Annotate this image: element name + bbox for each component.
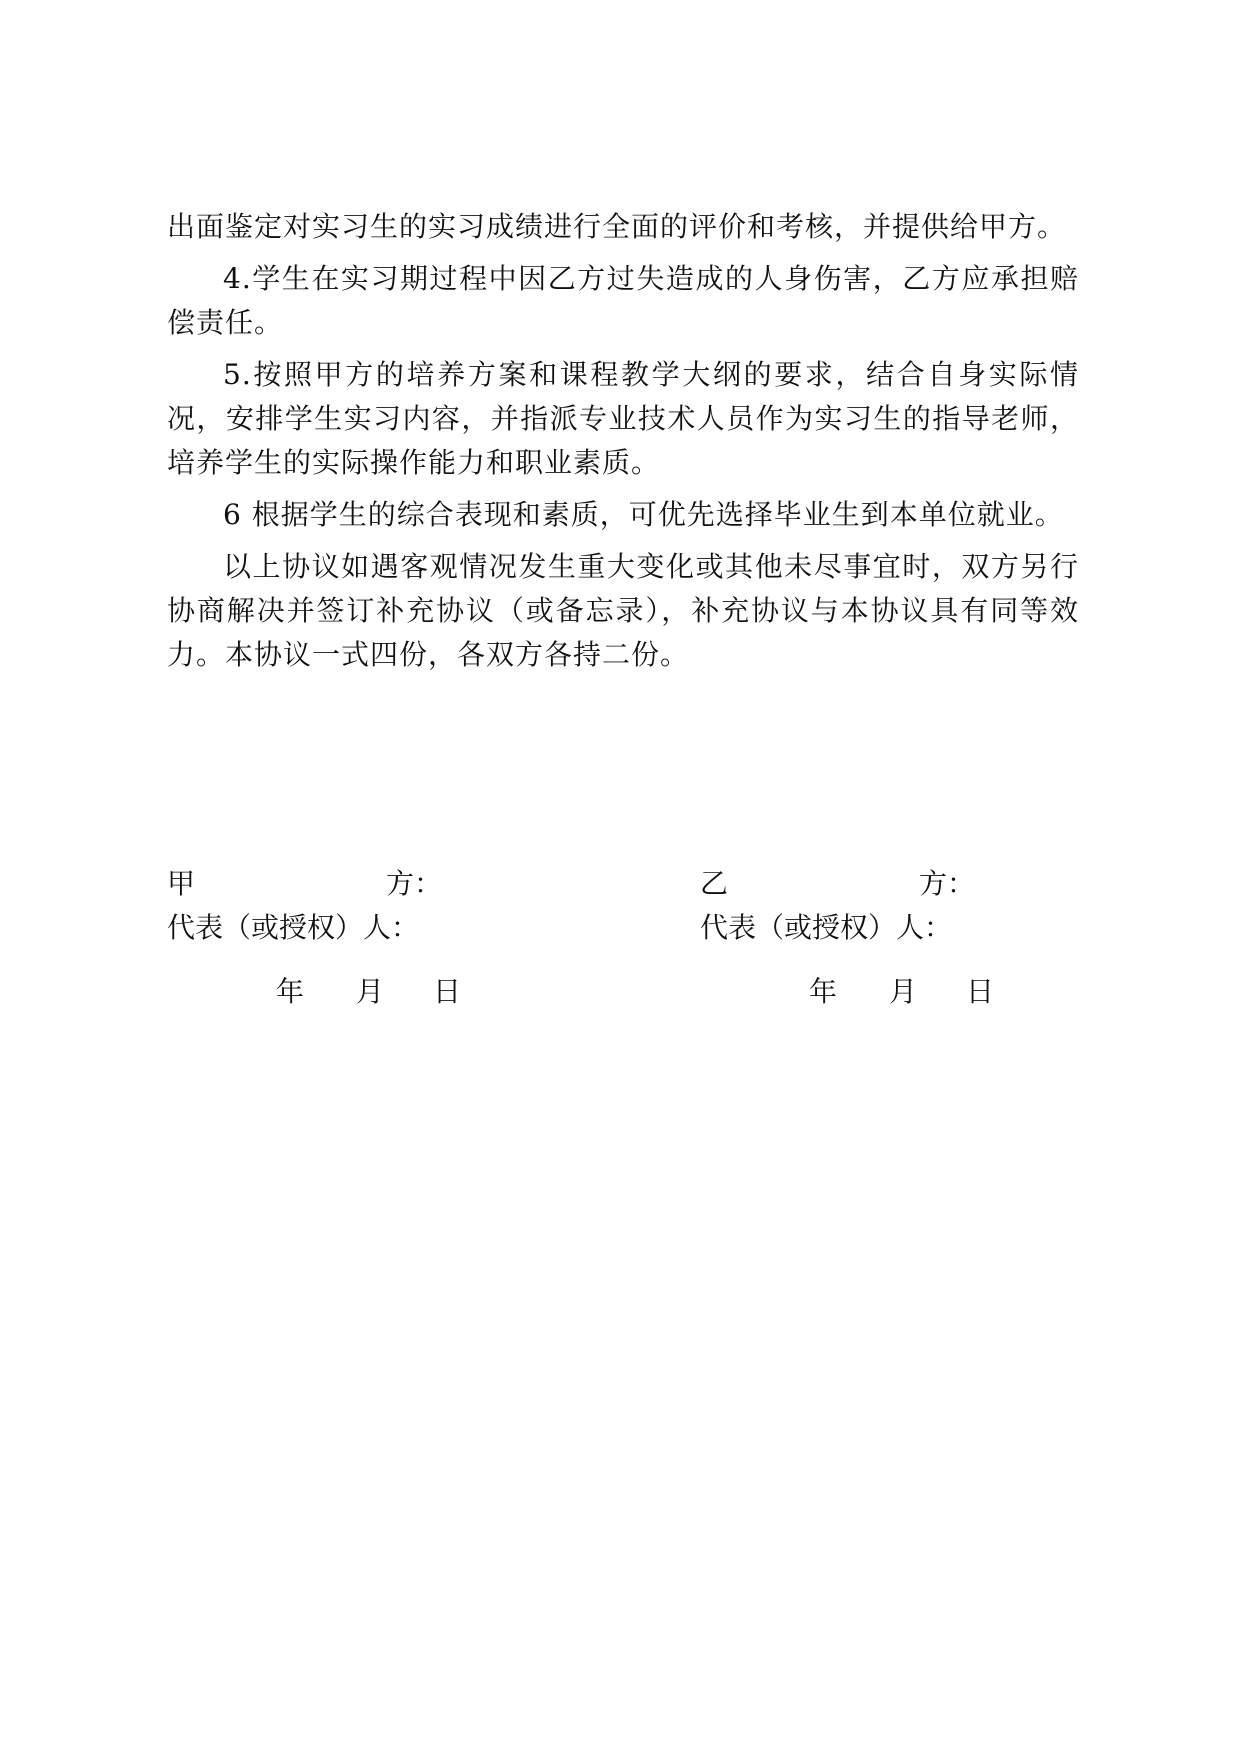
party-a-signature-block: [167, 862, 467, 1014]
party-a-day-label: 日: [433, 975, 462, 1008]
party-b-representative-label: 代表（或授权）人：: [700, 911, 953, 944]
party-a-month-label: 月: [356, 975, 385, 1008]
paragraph-closing: 以上协议如遇客观情况发生重大变化或其他未尽事宜时，双方另行协商解决并签订补充协议（或备忘录），补充协议与本协议具有同等效力。本协议一式四份，各双方各持二份。: [167, 550, 1079, 671]
party-a-representative-label: 代表（或授权）人：: [167, 911, 420, 944]
agreement-body: [167, 205, 1079, 685]
party-a-label: 甲: [167, 867, 196, 900]
party-b-month-label: 月: [889, 975, 918, 1008]
paragraph-item-4: 4.学生在实习期过程中因乙方过失造成的人身伤害，乙方应承担赔偿责任。: [167, 262, 1079, 339]
party-b-colon-label: 方：: [919, 867, 976, 900]
paragraph-item-6: 6 根据学生的综合表现和素质，可优先选择毕业生到本单位就业。: [223, 498, 1064, 531]
paragraph-evaluation: 出面鉴定对实习生的实习成绩进行全面的评价和考核，并提供给甲方。: [167, 210, 1067, 243]
party-b-signature-block: [700, 862, 1000, 1014]
party-b-day-label: 日: [966, 975, 995, 1008]
party-a-colon-label: 方：: [386, 867, 443, 900]
party-b-label: 乙: [700, 867, 729, 900]
paragraph-item-5: 5.按照甲方的培养方案和课程教学大纲的要求，结合自身实际情况，安排学生实习内容，并指派专业技术人员作为实习生的指导老师，培养学生的实际操作能力和职业素质。: [167, 358, 1079, 479]
party-b-year-label: 年: [809, 975, 838, 1008]
party-a-year-label: 年: [276, 975, 305, 1008]
